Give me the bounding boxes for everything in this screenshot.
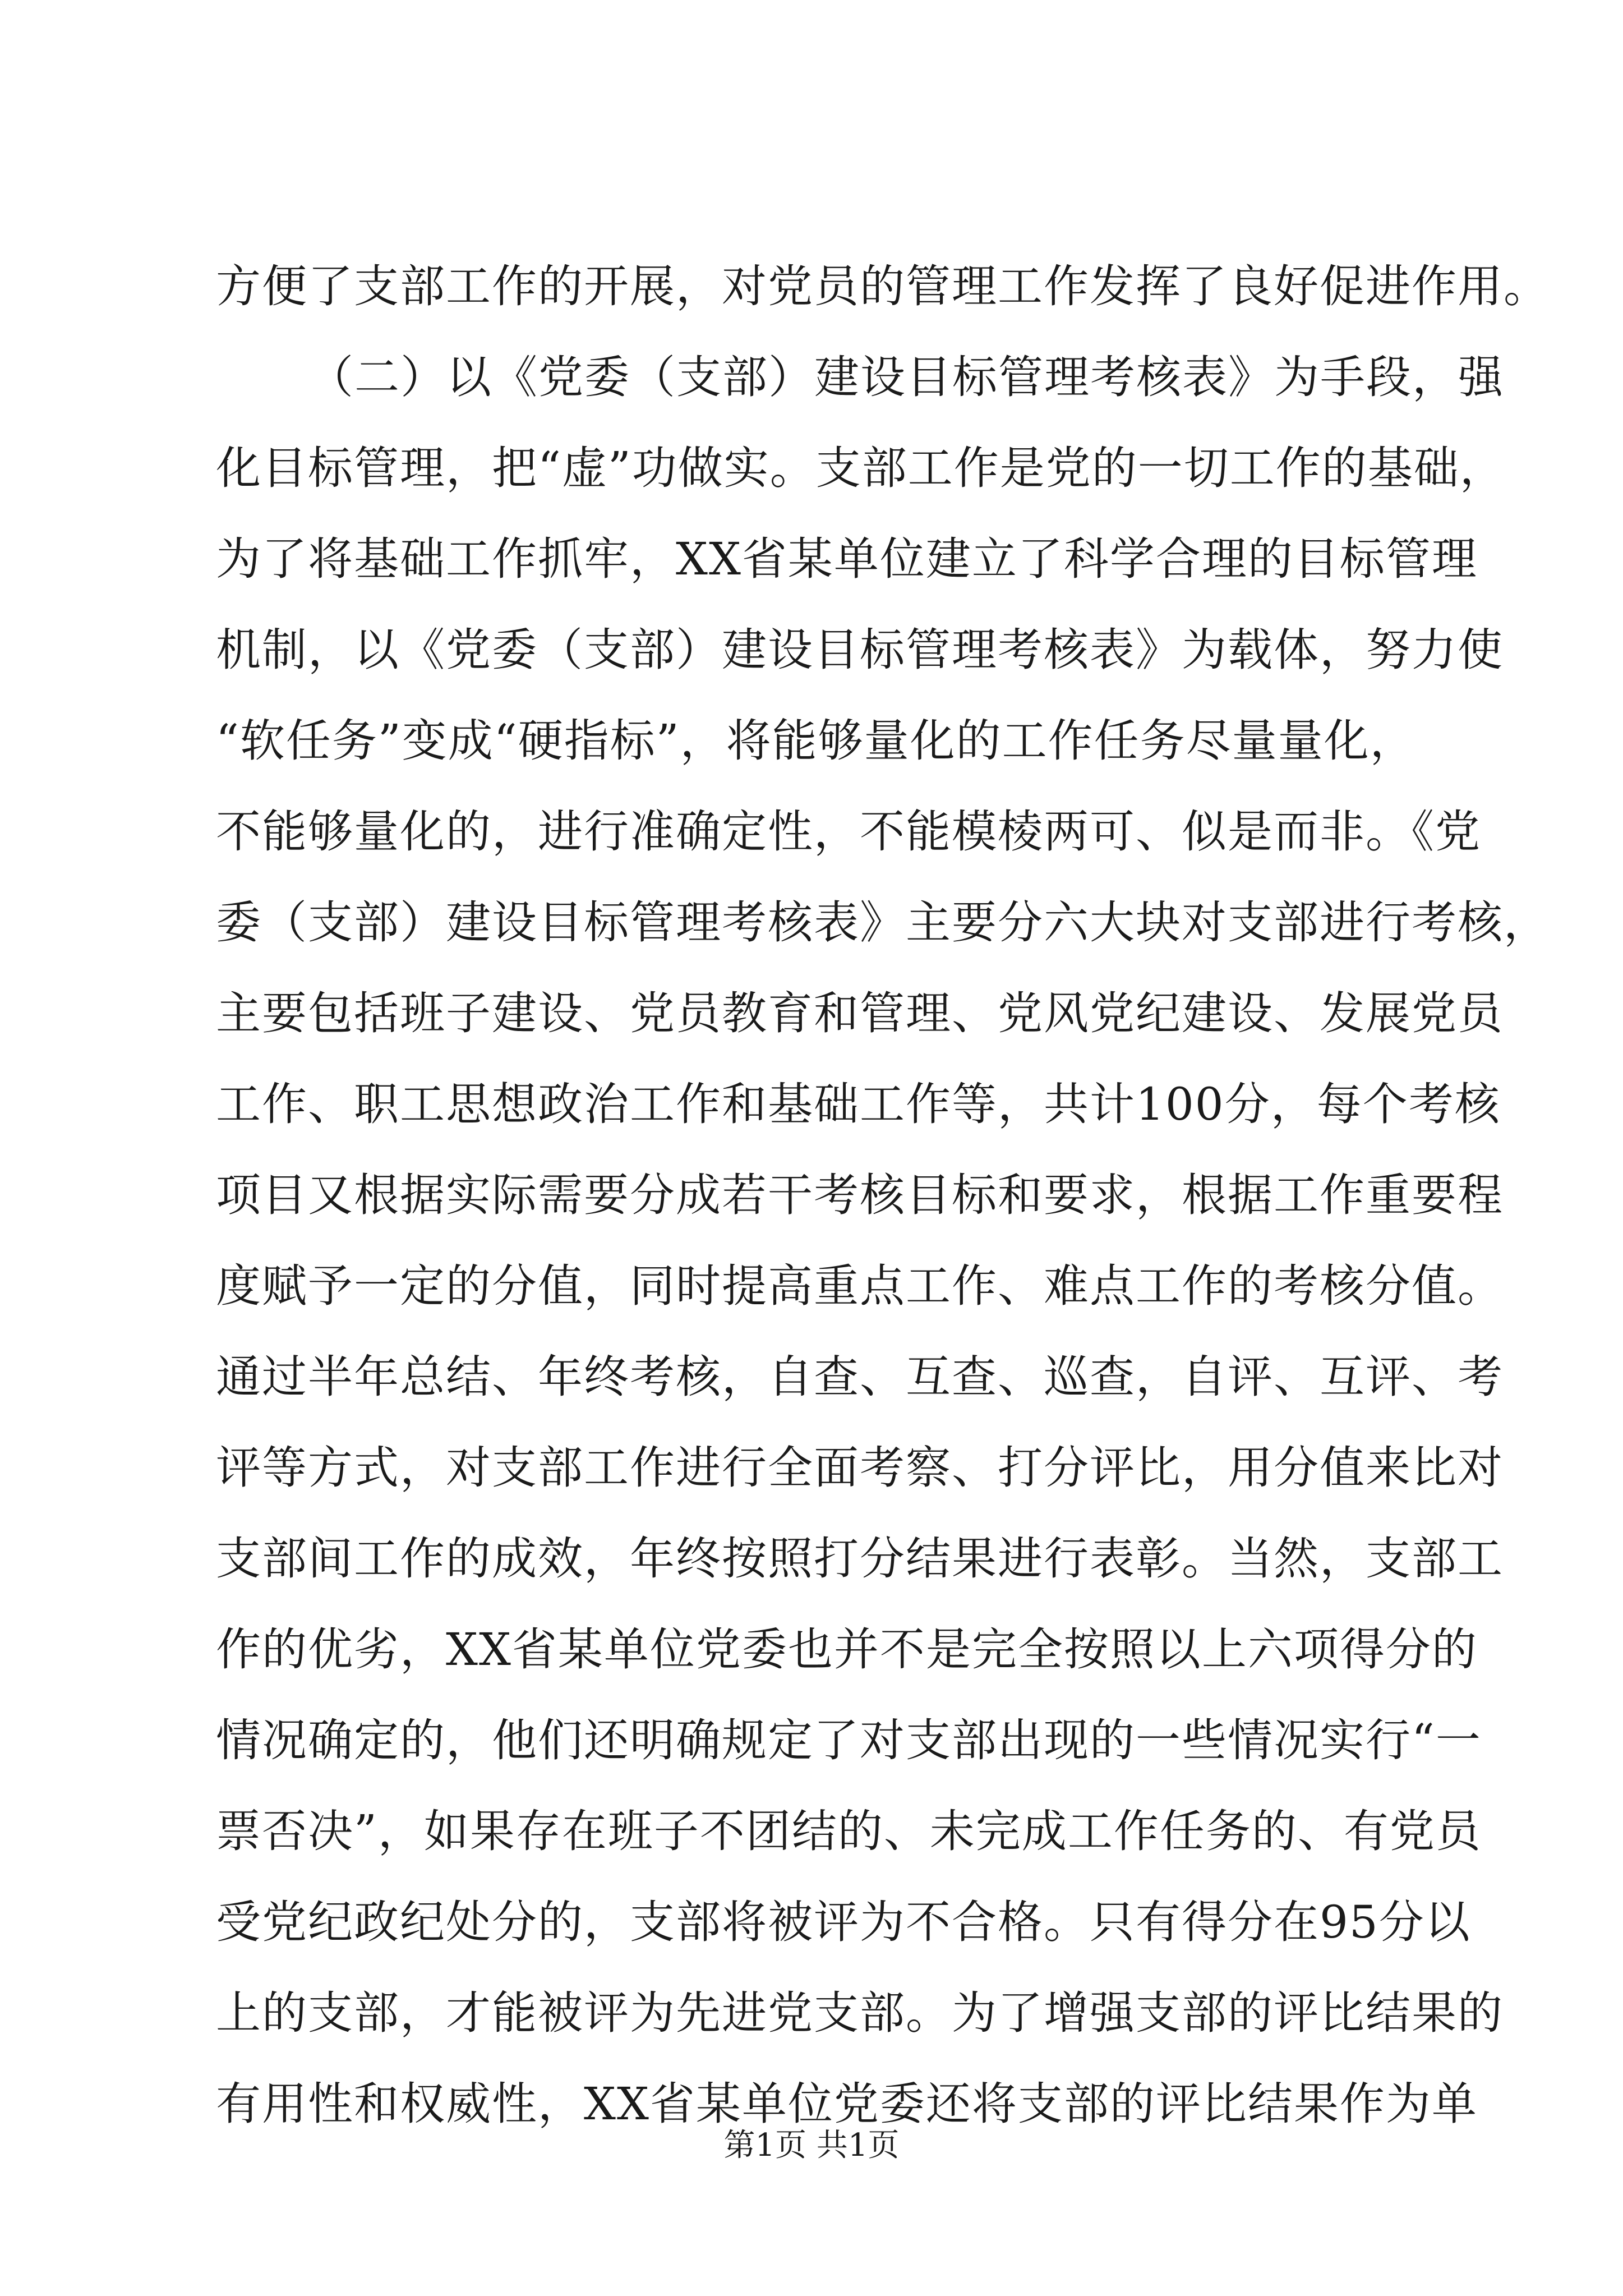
text-line: 通过半年总结、年终考核，自查、互查、巡查，自评、互评、考: [216, 1351, 1504, 1403]
text-line: 委（支部）建设目标管理考核表》主要分六大块对支部进行考核，: [216, 896, 1550, 949]
text-line: 票否决”，如果存在班子不团结的、未完成工作任务的、有党员: [216, 1805, 1482, 1857]
text-line: （二）以《党委（支部）建设目标管理考核表》为手段，强: [308, 351, 1504, 403]
text-line: “软任务”变成“硬指标”，将能够量化的工作任务尽量量化，: [216, 715, 1416, 767]
text-line: 作的优劣，XX省某单位党委也并不是完全按照以上六项得分的: [216, 1623, 1478, 1676]
text-line: 度赋予一定的分值，同时提高重点工作、难点工作的考核分值。: [216, 1260, 1504, 1312]
text-line: 工作、职工思想政治工作和基础工作等，共计100分，每个考核: [216, 1078, 1501, 1130]
text-line: 情况确定的，他们还明确规定了对支部出现的一些情况实行“一: [216, 1714, 1482, 1766]
text-line: 受党纪政纪处分的，支部将被评为不合格。只有得分在95分以: [216, 1896, 1471, 1948]
text-line: 化目标管理，把“虚”功做实。支部工作是党的一切工作的基础，: [216, 442, 1506, 494]
text-line: 上的支部，才能被评为先进党支部。为了增强支部的评比结果的: [216, 1987, 1504, 2039]
text-line: 有用性和权威性，XX省某单位党委还将支部的评比结果作为单: [216, 2078, 1478, 2130]
text-line: 主要包括班子建设、党员教育和管理、党风党纪建设、发展党员: [216, 987, 1504, 1039]
text-line: 支部间工作的成效，年终按照打分结果进行表彰。当然，支部工: [216, 1533, 1504, 1585]
page-footer: 第1页 共1页: [723, 2127, 900, 2164]
text-line: 评等方式，对支部工作进行全面考察、打分评比，用分值来比对: [216, 1442, 1504, 1494]
text-line: 为了将基础工作抓牢，XX省某单位建立了科学合理的目标管理: [216, 533, 1478, 585]
text-line: 项目又根据实际需要分成若干考核目标和要求，根据工作重要程: [216, 1169, 1504, 1221]
text-line: 机制，以《党委（支部）建设目标管理考核表》为载体，努力使: [216, 624, 1504, 676]
text-line: 不能够量化的，进行准确定性，不能模棱两可、似是而非。《党: [216, 806, 1481, 858]
text-line: 方便了支部工作的开展，对党员的管理工作发挥了良好促进作用。: [216, 260, 1550, 312]
body-text: [216, 241, 1550, 2150]
